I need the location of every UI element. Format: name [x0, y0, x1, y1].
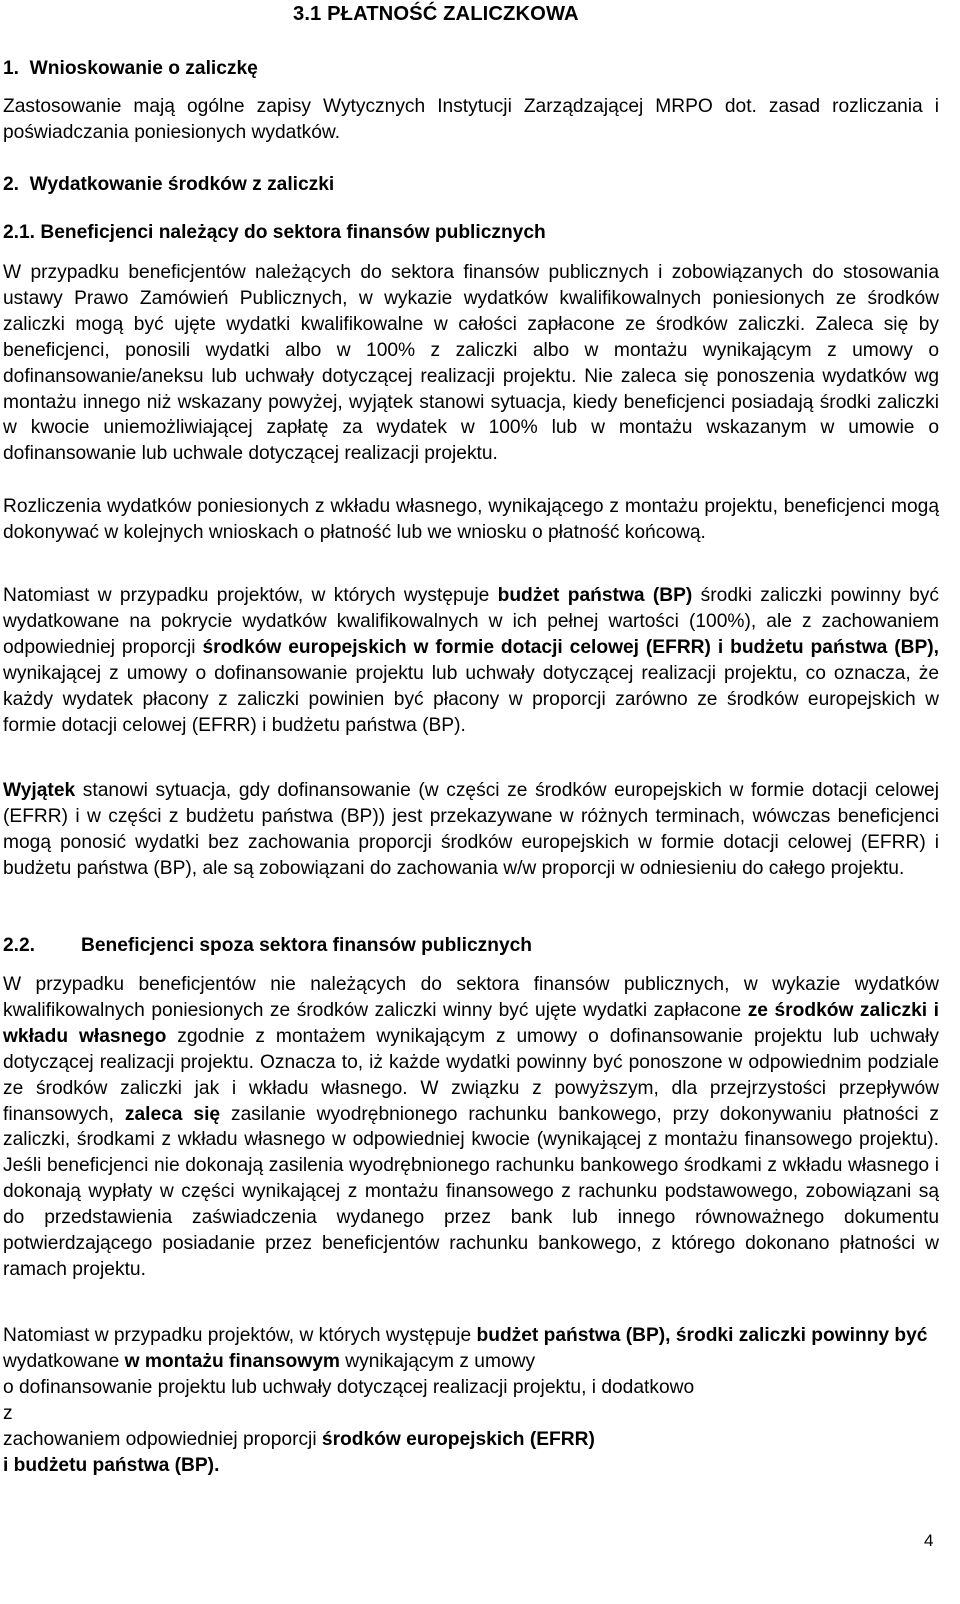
- emphasis-text: środków europejskich (EFRR): [321, 1428, 595, 1450]
- text-line: z: [3, 1402, 13, 1424]
- paragraph-budzet-panstwa: [3, 583, 939, 738]
- paragraph-intro: Zastosowanie mają ogólne zapisy Wytycznych Instytucji Zarządzającej MRPO dot. zasad rozliczania i poświadczania poniesionych wydatków.: [3, 96, 939, 143]
- paragraph-wyjatek: [3, 778, 939, 882]
- heading-wnioskowanie: 1. Wnioskowanie o zaliczkę: [3, 58, 258, 79]
- emphasis-text: budżet państwa (BP), środki zaliczki powinny być: [476, 1325, 928, 1346]
- text-line: [3, 1453, 939, 1479]
- emphasis-text: ze środków zaliczki i wkładu własnego: [3, 999, 939, 1047]
- text-run: Natomiast w przypadku projektów, w których występuje: [3, 1325, 477, 1346]
- heading-wydatkowanie: 2. Wydatkowanie środków z zaliczki: [3, 174, 335, 195]
- emphasis-text: budżet państwa (BP): [497, 585, 693, 606]
- page-number: 4: [924, 1531, 934, 1550]
- emphasis-text: Wyjątek: [3, 780, 76, 801]
- emphasis-text: i budżetu państwa (BP).: [3, 1454, 220, 1476]
- text-run: wynikającej z umowy o dofinansowanie projektu lub uchwały dotyczącej realizacji projektu, co oznacza, że każdy wydatek płacony z zaliczki powinien być płacony w proporcji zarówno ze środków europejskich w formie dotacji celowej (EFRR) i budżetu państwa (BP).: [3, 662, 939, 736]
- text-run: wydatkowane: [3, 1350, 125, 1372]
- paragraph-rozliczenia: Rozliczenia wydatków poniesionych z wkładu własnego, wynikającego z montażu projektu, beneficjenci mogą dokonywać w kolejnych wnioskach o płatność lub we wniosku o płatność końcową.: [3, 496, 939, 543]
- text-run: W przypadku beneficjentów nie należących do sektora finansów publicznych, w wykazie wydatków kwalifikowalnych poniesionych ze środków zaliczki winny być ujęte wydatki zapłacone: [3, 974, 939, 1021]
- section-title: 3.1 PŁATNOŚĆ ZALICZKOWA: [293, 3, 579, 25]
- text-line: [3, 1323, 939, 1375]
- paragraph-spoza-sektora: [3, 972, 939, 1283]
- text-run: Natomiast w przypadku projektów, w których występuje: [3, 585, 498, 606]
- text-run: zasilanie wyodrębnionego rachunku bankowego, przy dokonywaniu płatności z zaliczki, środkami z wkładu własnego w odpowiedniej kwocie (wynikającej z montażu finansowego projektu). Jeśli beneficjenci nie dokonają zasilenia wyodrębnionego rachunku bankowego środkami z wkładu własnego i dokonają wypłaty w części wynikającej z montażu finansowego z rachunku podstawowego, zobowiązani są do przedstawienia zaświadczenia wydanego przez bank lub innego równoważnego dokumentu potwierdzającego posiadanie przez beneficjentów rachunku bankowego, z którego dokonano płatności w ramach projektu.: [3, 1103, 939, 1280]
- heading-2-2: [3, 933, 939, 959]
- text-run: środki zaliczki powinny być wydatkowane na pokrycie wydatków kwalifikowalnych w ich pełnej wartości (100%), ale z zachowaniem odpowiedniej proporcji: [3, 585, 939, 658]
- text-run: stanowi sytuacja, gdy dofinansowanie (w części ze środków europejskich w formie dotacji celowej (EFRR) i w części z budżetu państwa (BP)) jest przekazywane w różnych terminach, wówczas beneficjenci mogą ponosić wydatki bez zachowania proporcji środków europejskich w formie dotacji celowej (EFRR) i budżetu państwa (BP), ale są zobowiązani do zachowania w/w proporcji w odniesieniu do całego projektu.: [3, 780, 939, 879]
- emphasis-text: środków europejskich w formie dotacji celowej (EFRR) i budżetu państwa (BP),: [202, 636, 939, 658]
- paragraph-montaz-finansowy: [3, 1323, 939, 1478]
- text-run: zachowaniem odpowiedniej proporcji: [3, 1428, 322, 1450]
- heading-number: 2.2.: [3, 935, 36, 956]
- text-line: o dofinansowanie projektu lub uchwały dotyczącej realizacji projektu, i dodatkowo: [3, 1376, 695, 1398]
- emphasis-text: zaleca się: [124, 1103, 221, 1125]
- paragraph-sektor-publiczny: W przypadku beneficjentów należących do sektora finansów publicznych i zobowiązanych do stosowania ustawy Prawo Zamówień Publicznych, w wykazie wydatków kwalifikowalnych poniesionych ze środków zaliczki mogą być ujęte wydatki kwalifikowalne w całości zapłacone ze środków zaliczki. Zaleca się by beneficjenci, ponosili wydatki albo w 100% z zaliczki albo w montażu wynikającym z umowy o dofinansowanie/aneksu lub uchwały dotyczącej realizacji projektu. Nie zaleca się ponoszenia wydatków wg montażu innego niż wskazany powyżej, wyjątek stanowi sytuacja, kiedy beneficjenci posiadają środki zaliczki w kwocie uniemożliwiającej zapłatę za wydatek w 100% lub w montażu wskazanym w umowie o dofinansowanie lub uchwale dotyczącej realizacji projektu.: [3, 262, 939, 465]
- emphasis-text: w montażu finansowym: [124, 1350, 340, 1372]
- heading-text: Beneficjenci spoza sektora finansów publicznych: [81, 935, 533, 956]
- text-run: wynikającym z umowy: [339, 1350, 536, 1372]
- heading-2-1: 2.1. Beneficjenci należący do sektora finansów publicznych: [3, 222, 546, 243]
- text-line: [3, 1427, 939, 1453]
- text-run: zgodnie z montażem wynikającym z umowy o dofinansowanie projektu lub uchwały dotyczącej realizacji projektu. Oznacza to, iż każde wydatki powinny być ponoszone w odpowiednim podziale ze środków zaliczki jak i wkładu własnego. W związku z powyższym, dla przejrzystości przepływów finansowych,: [3, 1025, 939, 1125]
